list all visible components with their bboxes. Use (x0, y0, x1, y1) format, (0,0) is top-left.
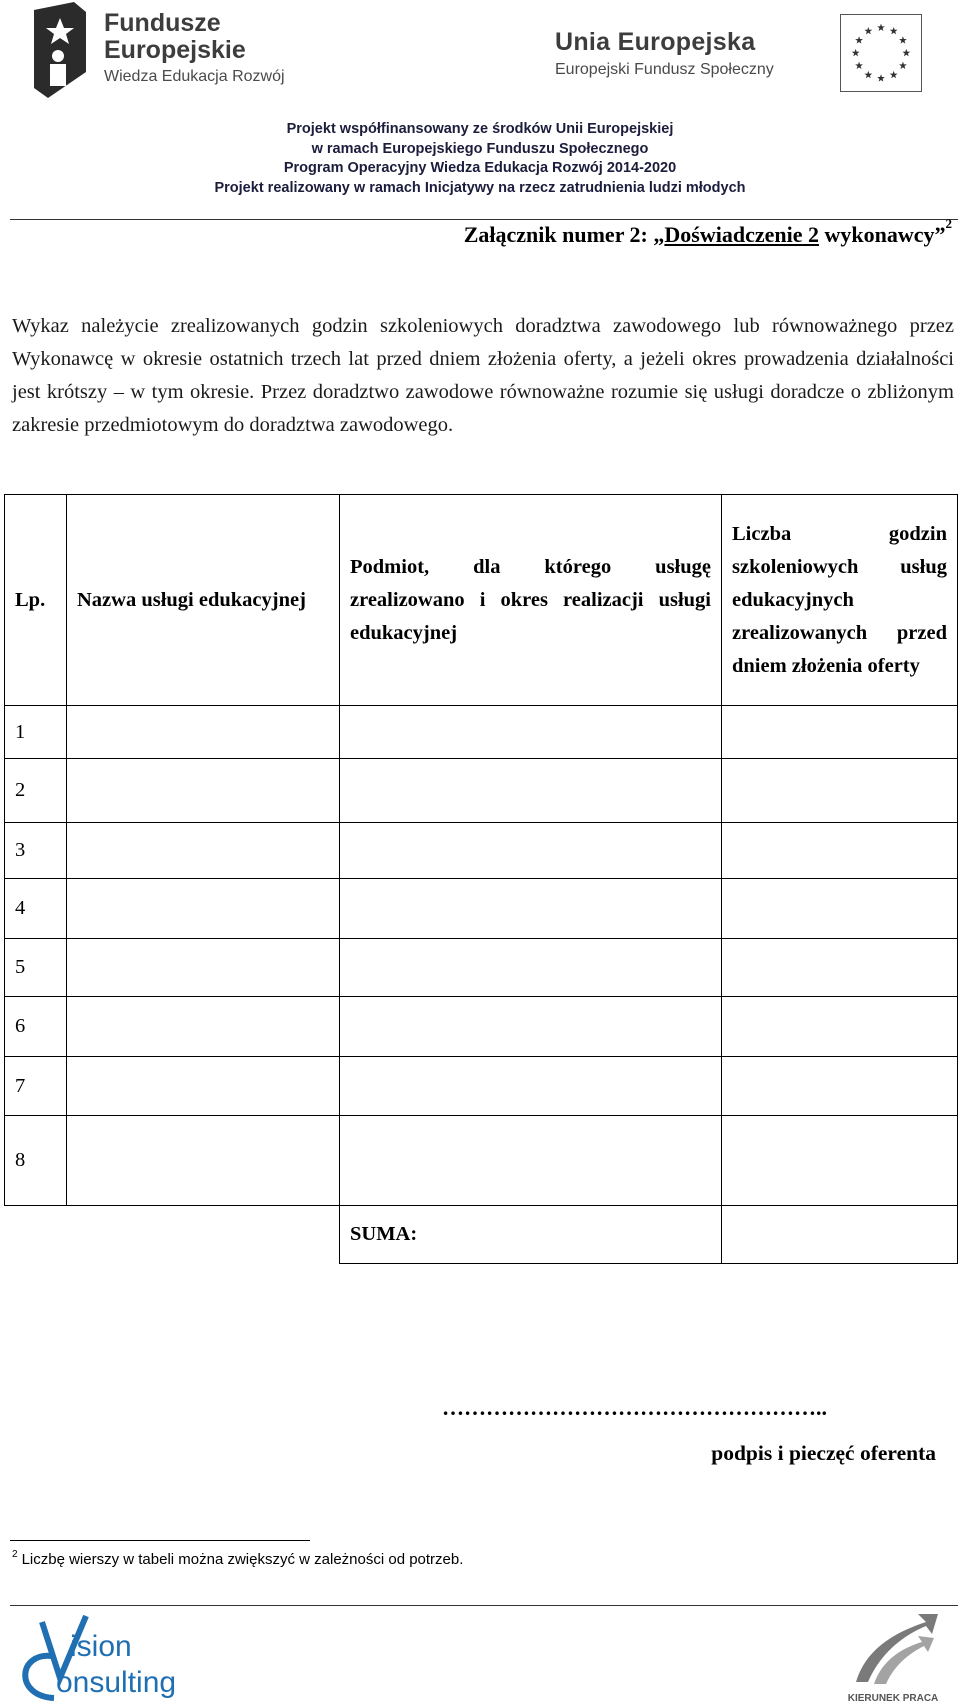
header-lp: Lp. (5, 495, 67, 706)
eu-star-icon (890, 71, 898, 78)
annex-title-prefix: Załącznik numer 2: „ (463, 222, 665, 247)
entity-cell[interactable] (340, 1057, 722, 1116)
kp-logo-text: KIERUNEK PRACA (847, 1693, 939, 1704)
service-name-cell[interactable] (67, 823, 340, 879)
fe-star-emblem-icon (34, 2, 86, 98)
row-number: 6 (5, 997, 67, 1057)
table-row (5, 1116, 958, 1206)
project-line: Program Operacyjny Wiedza Edukacja Rozwój 2014-2020 (283, 160, 677, 176)
table-row (5, 939, 958, 997)
footnote-separator (10, 1540, 310, 1541)
project-line: Projekt realizowany w ramach Inicjatywy na rzecz zatrudnienia ludzi młodych (214, 179, 746, 196)
eu-star-icon (899, 62, 907, 69)
eu-star-icon (852, 49, 860, 56)
signature-line: …………………………………………….. (442, 1395, 827, 1420)
hours-cell[interactable] (722, 1057, 958, 1116)
fe-logo-line3: Wiedza Edukacja Rozwój (104, 68, 285, 85)
table-row (5, 706, 958, 759)
project-line: w ramach Europejskiego Funduszu Społecznego (311, 140, 649, 157)
eu-star-icon (899, 36, 907, 43)
eu-star-icon (864, 71, 872, 78)
sum-row (5, 1206, 958, 1264)
entity-cell[interactable] (340, 823, 722, 879)
service-name-cell[interactable] (67, 939, 340, 997)
arrow-swoosh-icon (846, 1608, 940, 1688)
header-entity-period: Podmiot, dla którego usługę zrealizowano i okres realizacji usługi edukacyjnej (340, 495, 722, 706)
header-hours: Liczba godzin szkoleniowych usług edukacyjnych zrealizowanych przed dniem złożenia oferty (722, 495, 958, 706)
vc-logo-line1: ision (70, 1630, 132, 1663)
signature-label: podpis i pieczęć oferenta (711, 1441, 936, 1465)
fe-logo-line2: Europejskie (104, 36, 246, 64)
eu-star-icon (902, 49, 910, 56)
eu-star-icon (877, 74, 885, 81)
hours-cell[interactable] (722, 823, 958, 879)
row-number: 8 (5, 1116, 67, 1206)
annex-title-underlined: Doświadczenie 2 (664, 222, 819, 247)
entity-cell[interactable] (340, 879, 722, 939)
table-header-row (5, 495, 958, 706)
intro-paragraph: Wykaz należycie zrealizowanych godzin szkoleniowych doradztwa zawodowego lub równoważnego przez Wykonawcę w okresie ostatnich trzech lat przed dniem złożenia oferty, a jeżeli okres prowadzenia działalności jest krótszy – w tym okresie. Przez doradztwo zawodowe równoważne rozumie się usługi doradcze o zbliżonym zakresie przedmiotowym do doradztwa zawodowego. (12, 315, 954, 436)
unia-europejska-logo (555, 14, 925, 94)
eu-flag-icon (840, 14, 922, 92)
entity-cell[interactable] (340, 939, 722, 997)
hours-cell[interactable] (722, 759, 958, 823)
service-name-cell[interactable] (67, 759, 340, 823)
entity-cell[interactable] (340, 1116, 722, 1206)
footnote-text: Liczbę wierszy w tabeli można zwiększyć w zależności od potrzeb. (21, 1551, 464, 1568)
eu-star-icon (855, 36, 863, 43)
table-row (5, 879, 958, 939)
service-name-cell[interactable] (67, 1057, 340, 1116)
hours-cell[interactable] (722, 939, 958, 997)
service-name-cell[interactable] (67, 879, 340, 939)
footnote (12, 1551, 463, 1568)
row-number: 7 (5, 1057, 67, 1116)
eu-star-icon (855, 62, 863, 69)
annex-title (463, 216, 952, 248)
sum-value-cell[interactable] (722, 1206, 958, 1264)
service-name-cell[interactable] (67, 706, 340, 759)
table-row (5, 759, 958, 823)
vision-consulting-logo (12, 1612, 202, 1702)
eu-logo-line2: Europejski Fundusz Społeczny (555, 61, 774, 78)
footnote-number: 2 (12, 1549, 18, 1560)
vc-logo-line2: onsulting (56, 1666, 177, 1699)
row-number: 5 (5, 939, 67, 997)
header-divider (10, 219, 958, 220)
kierunek-praca-logo (846, 1608, 940, 1704)
footer-divider (10, 1605, 958, 1606)
fundusze-europejskie-logo (34, 2, 324, 98)
vision-consulting-mark-icon (12, 1612, 202, 1702)
table-row (5, 823, 958, 879)
eu-logo-line1: Unia Europejska (555, 28, 756, 56)
project-statement (0, 120, 960, 198)
row-number: 3 (5, 823, 67, 879)
entity-cell[interactable] (340, 706, 722, 759)
entity-cell[interactable] (340, 759, 722, 823)
annex-title-suffix: wykonawcy” (818, 222, 946, 247)
service-name-cell[interactable] (67, 1116, 340, 1206)
experience-table (4, 494, 958, 1264)
hours-cell[interactable] (722, 879, 958, 939)
fe-logo-line1: Fundusze (104, 9, 221, 37)
entity-cell[interactable] (340, 997, 722, 1057)
row-number: 1 (5, 706, 67, 759)
row-number: 4 (5, 879, 67, 939)
eu-star-icon (877, 24, 885, 31)
hours-cell[interactable] (722, 997, 958, 1057)
eu-star-icon (890, 27, 898, 34)
sum-label: SUMA: (340, 1206, 722, 1264)
header-service-name: Nazwa usługi edukacyjnej (67, 495, 340, 706)
project-line: Projekt współfinansowany ze środków Unii Europejskiej (286, 121, 674, 137)
eu-star-icon (864, 27, 872, 34)
hours-cell[interactable] (722, 706, 958, 759)
annex-footnote-ref: 2 (945, 216, 952, 231)
table-row (5, 1057, 958, 1116)
row-number: 2 (5, 759, 67, 823)
hours-cell[interactable] (722, 1116, 958, 1206)
table-row (5, 997, 958, 1057)
service-name-cell[interactable] (67, 997, 340, 1057)
